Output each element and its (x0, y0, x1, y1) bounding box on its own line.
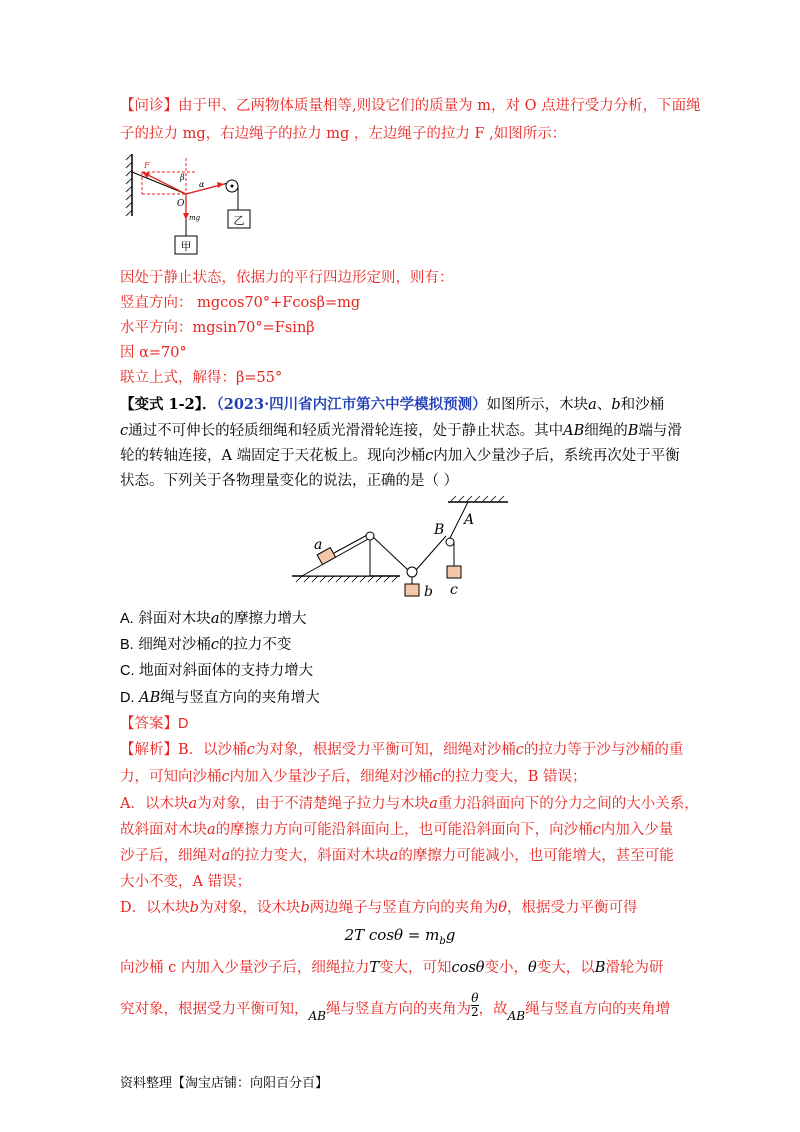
footer: 资料整理【淘宝店铺：向阳百分百】 (120, 1075, 329, 1090)
solution1-line-5: 联立上式，解得：β=55° (120, 370, 283, 386)
analysis-line-6: 大小不变，A 错误； (120, 874, 252, 890)
equation: 2T $\cos\theta = m_bg$ (344, 926, 456, 947)
analysis-line-4: 故斜面对木块a的摩擦力方向可能沿斜面向上，也可能沿斜面向下，向沙桶c内加入少量 (120, 822, 674, 838)
pulley-system-diagram (288, 492, 520, 604)
analysis-line-5: 沙子后，细绳对a的拉力变大，斜面对木块a的摩擦力可能减小，也可能增大，甚至可能 (120, 848, 674, 864)
problem-line-1: 【变式 1-2】．（2023·四川省内江市第六中学模拟预测）如图所示，木块a、b和沙桶 (120, 396, 665, 413)
wenzhen-line-1: 【问诊】由于甲、乙两物体质量相等,则设它们的质量为 m，对 O 点进行受力分析，下面绳 (120, 98, 701, 114)
box-jia-label: 甲 (180, 240, 192, 253)
problem-line-3: 轮的转轴连接，A 端固定于天花板上。现向沙桶c内加入少量沙子后，系统再次处于平衡 (120, 448, 680, 464)
analysis-line-8: 向沙桶 c 内加入少量沙子后，细绳拉力T变大，可知cosθ变小，θ变大，以B滑轮为研 (120, 960, 664, 976)
solution1-line-1: 因处于静止状态，依据力的平行四边形定则，则有： (120, 270, 454, 286)
label-B: B (434, 522, 445, 538)
answer-value: D (178, 716, 189, 732)
label-mg: mg (189, 214, 201, 222)
fraction: $\frac{\theta}{2}$ (470, 991, 479, 1019)
problem-line-4: 状态。下列关于各物理量变化的说法，正确的是（ ） (120, 473, 459, 489)
answer-tag: 【答案】 (120, 716, 178, 732)
problem-line-2: c通过不可伸长的轻质细绳和轻质光滑滑轮连接，处于静止状态。其中AB细绳的B端与滑 (120, 423, 682, 439)
label-A: A (464, 512, 475, 528)
analysis-line-1: 【解析】B．以沙桶c为对象，根据受力平衡可知，细绳对沙桶c的拉力等于沙与沙桶的重 (120, 742, 684, 758)
wenzhen-tag: 【问诊】 (120, 98, 178, 114)
solution1-line-4: 因 α=70° (120, 345, 187, 361)
analysis-line-9: 究对象，根据受力平衡可知，$_{AB}$绳与竖直方向的夹角为 $\frac{\theta}{2}$ ，故$_{AB}$绳与竖直方向的夹角增 (120, 991, 671, 1023)
label-b: b (424, 584, 433, 600)
analysis-line-2: 力，可知向沙桶c内加入少量沙子后，细绳对沙桶c的拉力变大，B 错误； (120, 769, 587, 785)
label-a: a (314, 537, 323, 553)
problem-title: 【变式 1-2】． (120, 396, 217, 413)
label-alpha: α (199, 180, 205, 189)
wenzhen-line-2: 子的拉力 mg，右边绳子的拉力 mg ，左边绳子的拉力 F ,如图所示： (120, 126, 567, 142)
analysis-line-3: A．以木块a为对象，由于不清楚绳子拉力与木块a重力沿斜面向下的分力之间的大小关系， (120, 796, 699, 812)
force-diagram (124, 150, 264, 260)
option-c[interactable]: C. 地面对斜面体的支持力增大 (120, 663, 314, 679)
analysis-line-7: D．以木块b为对象，设木块b两边绳子与竖直方向的夹角为θ，根据受力平衡可得 (120, 900, 638, 916)
label-beta: β (180, 173, 185, 182)
box-yi-label: 乙 (233, 214, 245, 227)
option-a[interactable]: A. 斜面对木块a的摩擦力增大 (120, 611, 307, 627)
option-b[interactable]: B. 细绳对沙桶c的拉力不变 (120, 637, 292, 653)
solution1-line-3: 水平方向：mgsin70°=Fsinβ (120, 320, 315, 336)
solution1-line-2: 竖直方向： mgcos70°+Fcosβ=mg (120, 295, 361, 311)
label-O: O (177, 199, 185, 209)
option-d[interactable]: D. AB绳与竖直方向的夹角增大 (120, 690, 320, 706)
label-F: F (144, 161, 150, 170)
answer-line (120, 714, 690, 734)
problem-source: （2023·四川省内江市第六中学模拟预测） (216, 396, 487, 413)
label-c: c (450, 582, 458, 598)
